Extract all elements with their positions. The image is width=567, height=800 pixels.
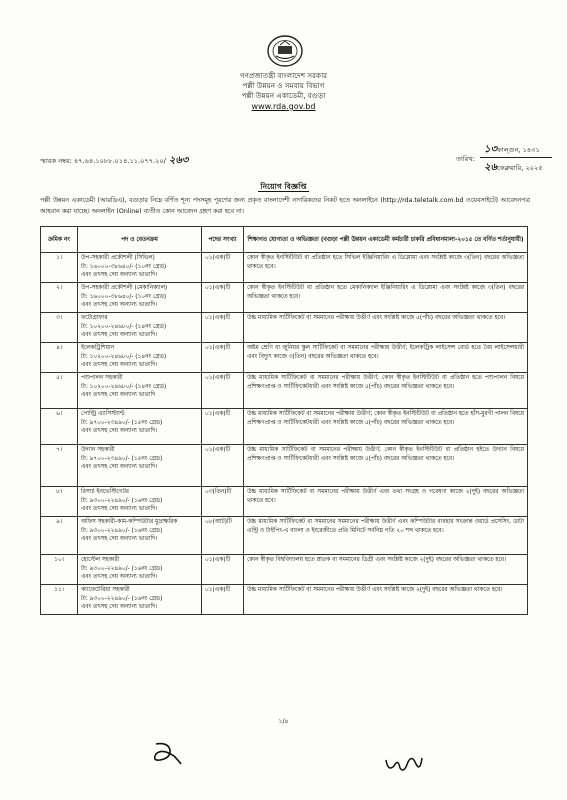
academy-logo-icon (266, 34, 304, 68)
post-post: উপ-সহকারী প্রকৌশলী (মেকানিক্যাল) (81, 285, 168, 291)
post-allow: এবং তৎসহ দেয় অন্যান্য ভাতাদি। (81, 302, 158, 309)
post-post: উপ-সহকারী প্রকৌশলী (সিভিল) (81, 255, 155, 261)
post-allow: এবং তৎসহ দেয় অন্যান্য ভাতাদি। (81, 536, 158, 543)
cell-count: ০৮(আট)টি (202, 517, 244, 555)
date-english (484, 160, 543, 177)
cell-qualification: উচ্চ মাধ্যমিক সার্টিফিকেট বা সমমানের পরীক্ষায় উত্তীর্ণ; কোন স্বীকৃত ইনস্টিটিউট বা প্রতিষ্ঠান হতে পশুপালন বিষয়ে প্রশিক্ষণপ্রাপ্ত ও সার্টিফিকেটধারী এবং সংশ্লিষ্ট কাজে ৫(পাঁচ) বছরের অভিজ্ঞতা থাকতে হবে। (244, 373, 528, 409)
table-row (41, 585, 528, 615)
apply-link[interactable]: http://rda.teletalk.com.bd (382, 197, 464, 204)
table-row (41, 253, 528, 283)
cell-serial: ৫। (41, 373, 78, 409)
table-row (41, 373, 528, 409)
post-allow: এবং তৎসহ দেয় অন্যান্য ভাতাদি। (81, 332, 158, 339)
cell-count: ০১(এক)টি (202, 283, 244, 313)
col-serial: ক্রমিক নং (41, 227, 78, 253)
cell-qualification: কোন স্বীকৃত ইনস্টিটিউট বা প্রতিষ্ঠান হতে মেকানিক্যাল ইঞ্জিনিয়ারিং এ ডিপ্লোমা এবং সংশ্লিষ্ট কাজে ৩(তিন) বছরের অভিজ্ঞতা থাকতে হবে। (244, 283, 528, 313)
signature-right (382, 750, 426, 776)
cell-qualification: উচ্চ মাধ্যমিক সার্টিফিকেট বা সমমানের পরীক্ষায় উত্তীর্ণ এবং সংশ্লিষ্ট কাজে ৫(পাঁচ) বছরের অভিজ্ঞতা থাকতে হবে। (244, 313, 528, 343)
cell-post (78, 585, 202, 615)
cell-serial: ১। (41, 253, 78, 283)
table-row (41, 555, 528, 585)
cell-qualification: উচ্চ মাধ্যমিক সার্টিফিকেট বা সমমানের পরীক্ষায় উত্তীর্ণ এবং সংশ্লিষ্ট কাজে ২(দুই) বছরের অভিজ্ঞতা থাকতে হবে। (244, 585, 528, 615)
cell-serial: ২। (41, 283, 78, 313)
cell-post (78, 283, 202, 313)
post-pay: টা: ৯৩০০-২২৪৯০/- (১৬নং গ্রেড) (81, 527, 163, 534)
cell-serial: ৬। (41, 409, 78, 445)
cell-post (78, 445, 202, 487)
page-number: ১/৪ (278, 718, 289, 725)
cell-count: ০১(এক)টি (202, 253, 244, 283)
cell-count: ০১(এক)টি (202, 409, 244, 445)
cell-qualification: উচ্চ মাধ্যমিক সার্টিফিকেট বা সমমানের পরীক্ষায় উত্তীর্ণ; কোন স্বীকৃত ইনস্টিটিউট বা প্রতিষ্ঠান হইতে উদ্যান বিষয়ে প্রশিক্ষণপ্রাপ্ত ও সার্টিফিকেটধারী এবং সংশ্লিষ্ট কাজে ৫(পাঁচ) বছরের অভিজ্ঞতা থাকতে হবে। (244, 445, 528, 487)
cell-serial: ৩। (41, 313, 78, 343)
post-post: ইলেকট্রিশিয়ান (81, 345, 115, 351)
cell-count: ০১(এক)টি (202, 585, 244, 615)
cell-post (78, 487, 202, 517)
notice-title: নিয়োগ বিজ্ঞপ্তি (260, 182, 307, 191)
cell-count: ০১(এক)টি (202, 555, 244, 585)
memo-number (40, 153, 188, 170)
cell-serial: ১০। (41, 555, 78, 585)
table-row (41, 445, 528, 487)
intro-text-1: পল্লী উন্নয়ন একাডেমী (আরডিএ), বগুড়ার নিম্নে বর্ণিত শূন্য পদসমূহ পূরণের জন্য প্রকৃত বাংলাদেশী নাগরিকদের নিকট হতে অনলাইনে ( (40, 197, 383, 204)
date-english-rest: ফেব্রুয়ারি, ২০২৫ (497, 164, 543, 172)
post-post: অফিস সহকারী-কাম-কম্পিউটার মুদ্রাক্ষরিক (81, 519, 178, 525)
post-post: ফটোগ্রাফার (81, 315, 108, 321)
website-link[interactable]: www.rda.gov.bd (251, 102, 316, 111)
table-row (41, 343, 528, 373)
signature-left (148, 740, 188, 768)
col-qualification: শিক্ষাগত যোগ্যতা ও অভিজ্ঞতা (বগুড়া পল্লী উন্নয়ন একাডেমী কর্মচারী চাকরি প্রবিধানমালা-২০১৫ তে বর্ণিত শর্তানুযায়ী) (244, 227, 528, 253)
cell-serial: ৭। (41, 445, 78, 487)
date-bangla-rest: ফাল্গুন, ১৪৩১ (497, 146, 540, 154)
post-allow: এবং তৎসহ দেয় অন্যান্য ভাতাদি। (81, 506, 158, 513)
cell-post (78, 555, 202, 585)
post-post: ক্যাফেটেরিয়া সহকারী (81, 587, 130, 593)
cell-count: ০১(এক)টি (202, 313, 244, 343)
cell-count: ০১(এক)টি (202, 343, 244, 373)
col-post: পদ ও বেতনক্রম (78, 227, 202, 253)
header-line-2: পল্লী উন্নয়ন ও সমবায় বিভাগ (242, 81, 325, 90)
memo-text: স্মারক নম্বর: ৪৭.৬৪.১০৮৮.০১৪.১১.০৭৭.২০/ (40, 157, 166, 165)
post-post: পশুপালন সহকারী (81, 375, 123, 381)
memo-handwritten-number: ২৬৩ (168, 155, 189, 166)
table-row (41, 409, 528, 445)
post-pay: টা: ১০২০০-২৪৬৮০/- (১৪নং গ্রেড) (81, 353, 167, 360)
cell-post (78, 373, 202, 409)
post-pay: টা: ৯৭০০-২৩৪৯০/- (১৫নং গ্রেড) (81, 419, 163, 426)
cell-count: ০৩(তিন)টি (202, 487, 244, 517)
post-allow: এবং তৎসহ দেয় অন্যান্য ভাতাদি। (81, 604, 158, 611)
cell-post (78, 517, 202, 555)
post-post: হোস্টেল সহকারী (81, 557, 120, 563)
post-pay: টা: ৯৭০০-২৩৪৯০/- (১৫নং গ্রেড) (81, 455, 163, 462)
date-english-day: ২৬ (484, 162, 498, 173)
post-pay: টা: ৯৩০০-২২৪৯০/- (১৬নং গ্রেড) (81, 497, 163, 504)
post-allow: এবং তৎসহ দেয় অন্যান্য ভাতাদি। (81, 428, 158, 435)
cell-post (78, 409, 202, 445)
post-allow: এবং তৎসহ দেয় অন্যান্য ভাতাদি। (81, 464, 158, 471)
post-post: রিসার্চ ইনভেস্টিগেটর (81, 489, 129, 495)
vacancy-table (40, 226, 528, 615)
post-pay: টা: ১৬০০০-৩৮৬৪০/- (১০নং গ্রেড) (81, 263, 167, 270)
post-allow: এবং তৎসহ দেয় অন্যান্য ভাতাদি (81, 392, 156, 399)
post-pay: টা: ৯৩০০-২২৪৯০/- (১৬নং গ্রেড) (81, 565, 163, 572)
intro-paragraph (40, 196, 530, 217)
cell-qualification: অষ্টম শ্রেণি বা জুনিয়র স্কুল সার্টিফিকেট বা সমমানের পরীক্ষায় উত্তীর্ণ; ইলেকট্রিক লাইসেন্স বোর্ড হতে বৈধ লাইসেন্সধারী এবং বিদ্যুৎ কাজে ৩(তিন) বছরের অভিজ্ঞতা থাকতে হবে। (244, 343, 528, 373)
cell-qualification: উচ্চ মাধ্যমিক সার্টিফিকেট বা সমমানের পরীক্ষায় উত্তীর্ণ এবং তথ্য সংগ্রহ ও গবেষণা কাজে ২(দুই) বছরের অভিজ্ঞতা থাকতে হবে। (244, 487, 528, 517)
post-post: উদ্যান সহকারী (81, 447, 115, 453)
post-allow: এবং তৎসহ দেয় অন্যান্য ভাতাদি। (81, 362, 158, 369)
cell-post (78, 253, 202, 283)
post-pay: টা: ১০২০০-২৪৬৮০/- (১৪নং গ্রেড) (81, 383, 167, 390)
cell-qualification: কোন স্বীকৃত বিশ্ববিদ্যালয় হতে স্নাতক বা সমমানের ডিগ্রী এবং সংশ্লিষ্ট কাজে ২(দুই) বছরের অভিজ্ঞতা থাকতে হবে। (244, 555, 528, 585)
table-header-row (41, 227, 528, 253)
table-row (41, 313, 528, 343)
header-website (0, 102, 567, 111)
col-count: পদের সংখ্যা (202, 227, 244, 253)
date-bangla-day: ১৩ (484, 144, 497, 155)
header-line-3: পল্লী উন্নয়ন একাডেমী, বগুড়া (241, 91, 326, 100)
table-row (41, 517, 528, 555)
cell-serial: ৯। (41, 517, 78, 555)
post-pay: টা: ১৬০০০-৩৮৬৪০/- (১০নং গ্রেড) (81, 293, 167, 300)
header-line-1: গণপ্রজাতন্ত্রী বাংলাদেশ সরকার (239, 71, 328, 80)
cell-post (78, 343, 202, 373)
cell-serial: ৮। (41, 487, 78, 517)
cell-count: ০১(এক)টি (202, 445, 244, 487)
cell-qualification: উচ্চ মাধ্যমিক সার্টিফিকেট বা সমমানের পরীক্ষায় উত্তীর্ণ; কোন স্বীকৃত ইনস্টিটিউট বা প্রতিষ্ঠান হতে হাঁস-মুরগী পালন বিষয়ে প্রশিক্ষণপ্রাপ্ত ও সার্টিফিকেটধারী এবং সংশ্লিষ্ট কাজে ৫(পাঁচ) বছরের অভিজ্ঞতা থাকতে হবে। (244, 409, 528, 445)
cell-qualification: উচ্চ মাধ্যমিক সার্টিফিকেট বা সমমানের সমমানের পরীক্ষায় উত্তীর্ণ এবং কম্পিউটার ব্যবহার সংক্রান্ত ওয়ার্ড প্রসেসিং, ডাটা এন্ট্রি ও টাইপিং-এ বাংলা ও ইংরেজীতে প্রতি মিনিটে সর্বনিম্ন গতি ২০ শব্দ থাকতে হবে। (244, 517, 528, 555)
cell-serial: ১১। (41, 585, 78, 615)
table-row (41, 487, 528, 517)
date-divider (480, 157, 552, 158)
cell-serial: ৪। (41, 343, 78, 373)
cell-qualification: কোন স্বীকৃত ইনস্টিটিউট বা প্রতিষ্ঠান হতে সিভিল ইঞ্জিনিয়ারিং এ ডিপ্লোমা এবং সংশ্লিষ্ট কাজে ৩(তিন) বছরের অভিজ্ঞতা থাকতে হবে। (244, 253, 528, 283)
date-label: তারিখ: (456, 155, 475, 163)
post-pay: টা: ১০২০০-২৪৬৮০/- (১৪নং গ্রেড) (81, 323, 167, 330)
cell-post (78, 313, 202, 343)
cell-count: ০১(এক)টি (202, 373, 244, 409)
post-allow: এবং তৎসহ দেয় অন্যান্য ভাতাদি। (81, 574, 158, 581)
intro-text-2: ওয়েবসাইটে) আবেদনপত্র আহবান করা যাচ্ছে। অনলাইন (Online) ব্যতীত কোন আবেদন গ্রহণ করা হবে না। (40, 197, 530, 215)
table-row (41, 283, 528, 313)
post-allow: এবং তৎসহ দেয় অন্যান্য ভাতাদি। (81, 272, 158, 279)
post-post: পোল্ট্রি এ্যাসিস্ট্যান্ট (81, 411, 125, 417)
post-pay: টা: ৯৩০০-২২৪৯০/- (১৬নং গ্রেড) (81, 595, 163, 602)
